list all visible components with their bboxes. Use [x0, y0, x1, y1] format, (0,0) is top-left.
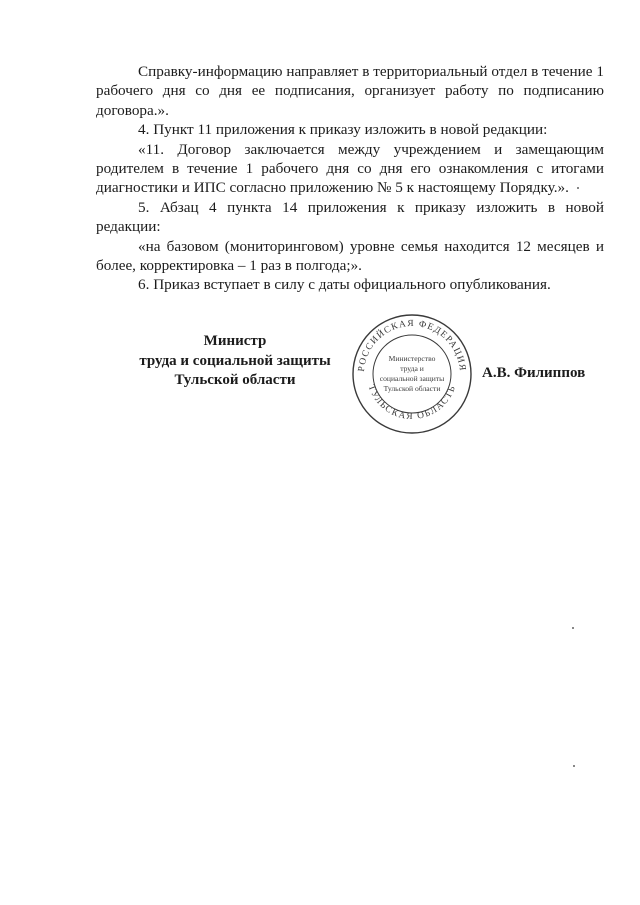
seal-center-line-3: социальной защиты [379, 374, 445, 383]
signatory-name: А.В. Филиппов [482, 365, 586, 381]
signature-block [96, 312, 604, 452]
signatory-title-line-3: Тульской области [174, 372, 296, 388]
scan-speck [573, 765, 575, 767]
seal-center-line-2: труда и [400, 364, 424, 373]
paragraph-5: «на базовом (мониторинговом) уровне семья находится 12 месяцев и более, корректировка – 1 раз в полгода;». [96, 237, 604, 275]
seal-bottom-arc-text: ТУЛЬСКАЯ ОБЛАСТЬ [365, 383, 459, 423]
document-body [96, 62, 604, 295]
paragraph-1: Справку-информацию направляет в территориальный отдел в течение 1 рабочего дня со дня ее подписания, организует работу по подписанию договора.». [96, 63, 604, 119]
paragraph-4: 5. Абзац 4 пункта 14 приложения к приказу изложить в новой редакции: [96, 198, 604, 236]
seal-center-line-1: Министерство [388, 354, 436, 363]
signatory-title [126, 332, 344, 391]
scan-speck [577, 187, 579, 189]
seal-center-line-4: Тульской области [383, 384, 441, 393]
signatory-title-line-2: труда и социальной защиты [139, 352, 331, 369]
official-seal-stamp [350, 312, 474, 436]
seal-top-arc-text: РОССИЙСКАЯ ФЕДЕРАЦИЯ [356, 318, 468, 373]
paragraph-2: 4. Пункт 11 приложения к приказу изложить в новой редакции: [138, 121, 548, 139]
paragraph-6: 6. Приказ вступает в силу с даты официального опубликования. [138, 276, 551, 294]
paragraph-3: «11. Договор заключается между учреждением и замещающим родителем в течение 1 рабочего дня со дня его ознакомления с итогами диагностики и ИПС согласно приложению № 5 к настоящему Порядку.». [96, 140, 604, 197]
scan-speck [572, 627, 574, 629]
signatory-title-line-1: Министр [203, 333, 267, 349]
